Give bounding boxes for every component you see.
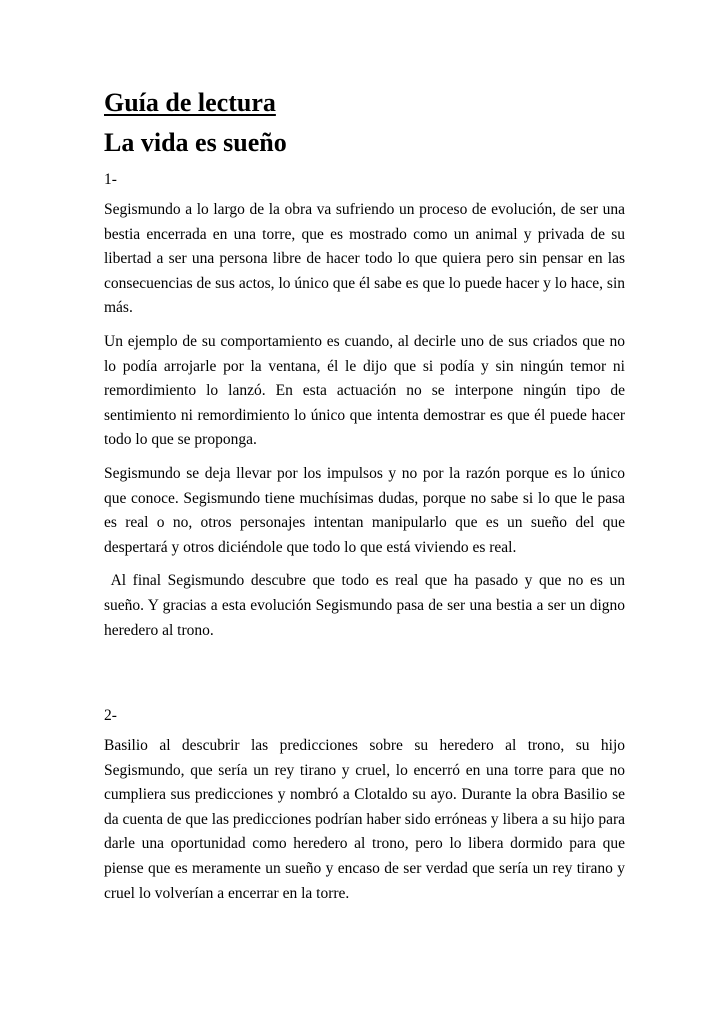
- section-number: 2-: [104, 707, 117, 725]
- document-title: Guía de lectura: [104, 88, 276, 117]
- paragraph: Al final Segismundo descubre que todo es real que ha pasado y que no es un sueño. Y gracias a esta evolución Segismundo pasa de ser una bestia a ser un digno heredero al trono.: [104, 572, 629, 639]
- paragraph: Segismundo se deja llevar por los impulsos y no por la razón porque es lo único que conoce. Segismundo tiene muchísimas dudas, porque no sabe si lo que le pasa es real o no, otros personajes intentan manipularlo que es un sueño del que despertará y otros diciéndole que todo lo que está viviendo es real.: [104, 464, 625, 556]
- document-page: [104, 86, 629, 915]
- section-1: [104, 168, 629, 643]
- document-subtitle: La vida es sueño: [104, 128, 287, 157]
- paragraph: Segismundo a lo largo de la obra va sufriendo un proceso de evolución, de ser una bestia encerrada en una torre, que es mostrado como un animal y privada de su libertad a ser una persona libre de hacer todo lo que quiera pero sin pensar en las consecuencias de sus actos, lo único que él sabe es que lo puede hacer y lo hace, sin más.: [104, 201, 625, 317]
- paragraph: Basilio al descubrir las predicciones sobre su heredero al trono, su hijo Segismundo, que sería un rey tirano y cruel, lo encerró en una torre para que no cumpliera sus predicciones y nombró a Clotaldo su ayo. Durante la obra Basilio se da cuenta de que las predicciones podrían haber sido erróneas y libera a su hijo para darle una oportunidad como heredero al trono, pero lo libera dormido para que piense que es meramente un sueño y encaso de ser verdad que sería un rey tirano y cruel lo volverían a encerrar en la torre.: [104, 737, 625, 902]
- section-spacer: [104, 652, 625, 696]
- section-number: 1-: [104, 171, 117, 188]
- section-2: [104, 704, 625, 906]
- paragraph: Un ejemplo de su comportamiento es cuando, al decirle uno de sus criados que no lo podía arrojarle por la ventana, él le dijo que si podía y sin ningún temor ni remordimiento lo lanzó. En esta actuación no se interpone ningún tipo de sentimiento ni remordimiento lo único que intenta demostrar es que él puede hacer todo lo que se proponga.: [104, 332, 625, 449]
